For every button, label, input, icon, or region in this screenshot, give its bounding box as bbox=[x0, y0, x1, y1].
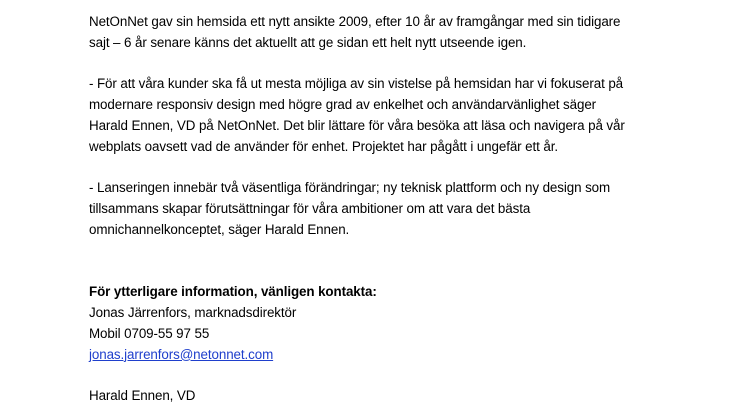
quote-paragraph-2 bbox=[89, 178, 729, 240]
intro-line: NetOnNet gav sin hemsida ett nytt ansikte 2009, efter 10 år av framgångar med sin tidigare bbox=[89, 14, 621, 29]
paragraph-spacer bbox=[89, 158, 729, 179]
paragraph-spacer bbox=[89, 366, 729, 387]
quote-line: - Lanseringen innebär två väsentliga förändringar; ny teknisk plattform och ny design som bbox=[89, 180, 611, 196]
second-contact-name: Harald Ennen, VD bbox=[89, 388, 196, 404]
quote-line: modernare responsiv design med högre grad av enkelhet och användarvänlighet säger bbox=[89, 97, 597, 113]
second-contact-block bbox=[89, 386, 729, 407]
quote-line: webplats oavsett vad de använder för enhet. Projektet har pågått i ungefär ett år. bbox=[89, 138, 558, 154]
section-spacer bbox=[89, 241, 729, 283]
contact-heading: För ytterligare information, vänligen kontakta: bbox=[89, 284, 377, 300]
intro-paragraph bbox=[89, 12, 729, 54]
contact-email-link[interactable]: jonas.jarrenfors@netonnet.com bbox=[89, 346, 274, 362]
document-page bbox=[89, 12, 729, 407]
contact-phone: Mobil 0709-55 97 55 bbox=[89, 325, 210, 341]
intro-line: sajt – 6 år senare känns det aktuellt att ge sidan ett helt nytt utseende igen. bbox=[89, 34, 527, 50]
contact-email-line bbox=[89, 345, 729, 366]
contact-block bbox=[89, 282, 729, 365]
quote-line: Harald Ennen, VD på NetOnNet. Det blir lättare för våra besöka att läsa och navigera på vår bbox=[89, 117, 625, 133]
contact-name: Jonas Järrenfors, marknadsdirektör bbox=[89, 305, 297, 321]
quote-line: omnichannelkonceptet, säger Harald Ennen. bbox=[89, 221, 350, 237]
quote-paragraph-1 bbox=[89, 74, 729, 157]
quote-line: tillsammans skapar förutsättningar för våra ambitioner om att vara det bästa bbox=[89, 201, 531, 217]
paragraph-spacer bbox=[89, 54, 729, 75]
quote-line: - För att våra kunder ska få ut mesta möjliga av sin vistelse på hemsidan har vi fokuserat på bbox=[89, 76, 624, 92]
